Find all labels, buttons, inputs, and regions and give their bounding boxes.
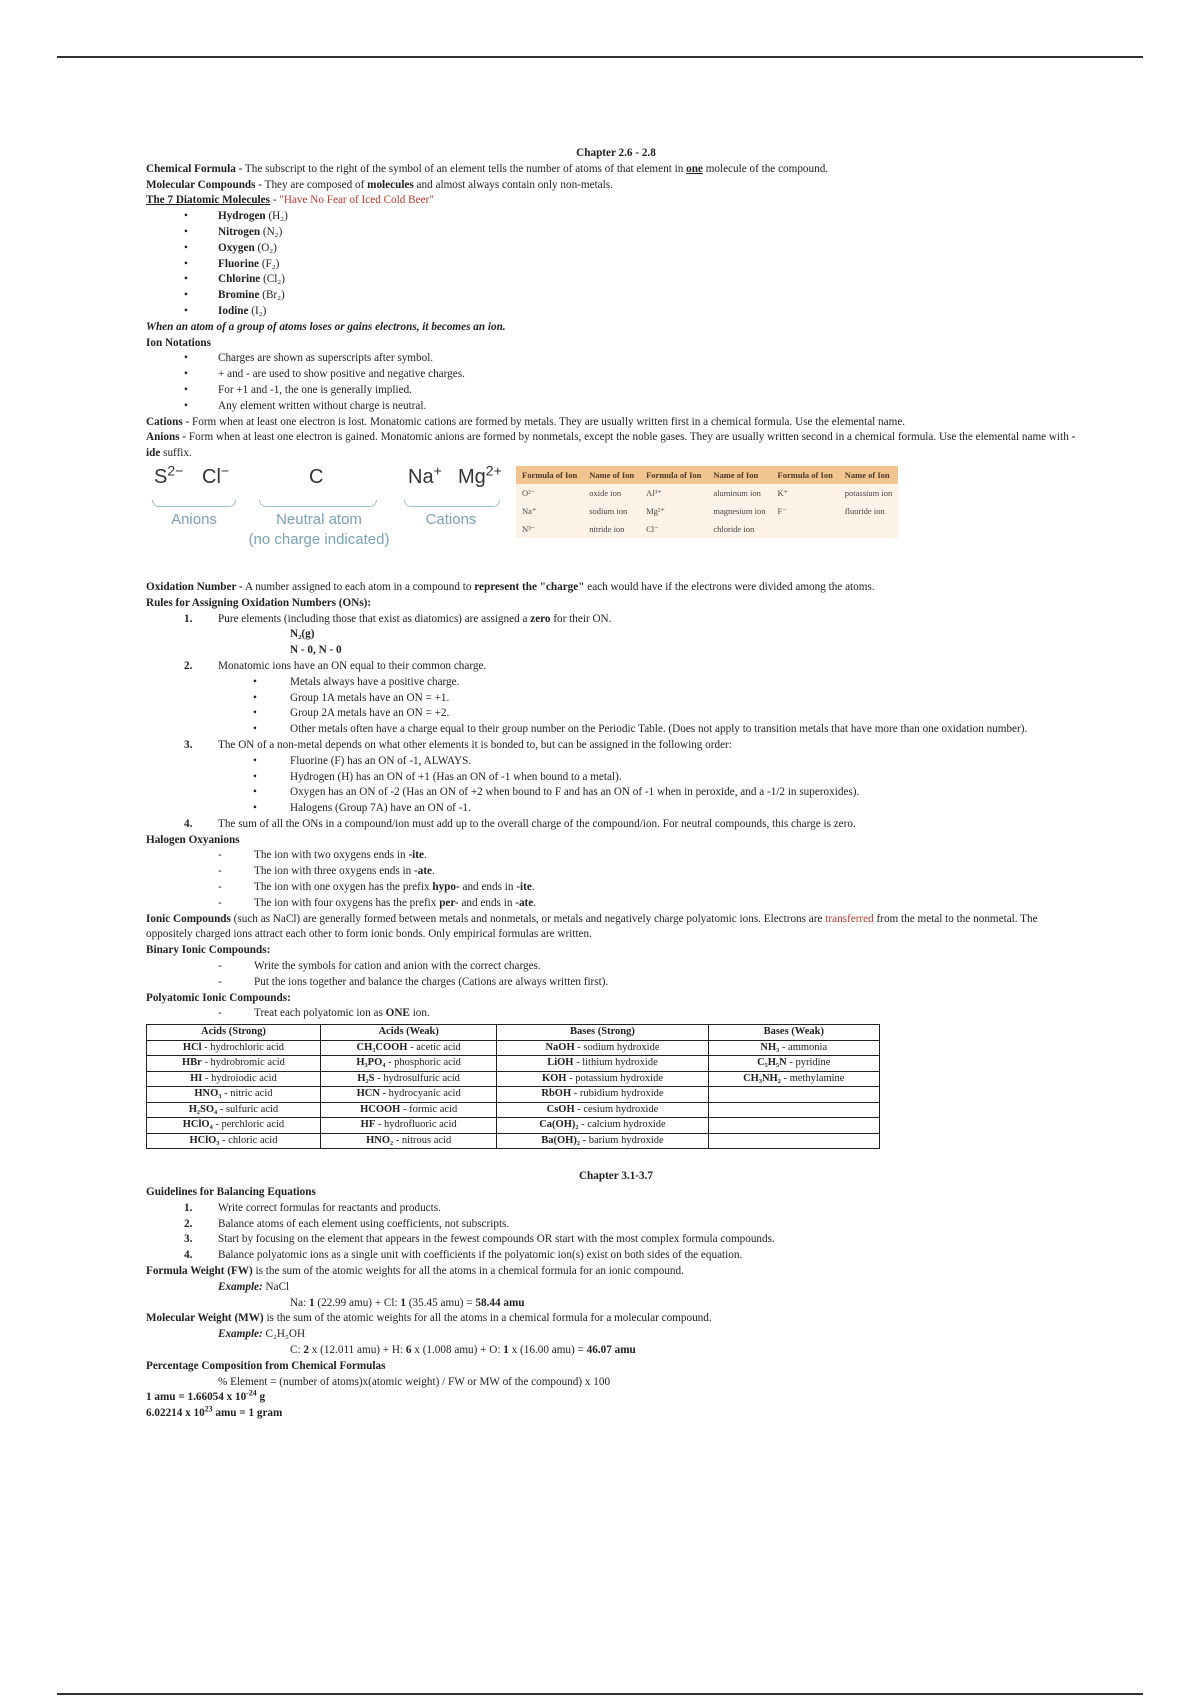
oxidation-rule-1: 1. Pure elements (including those that exist as diatomics) are assigned a zero for their ON. <box>184 612 612 625</box>
table-header-row: Formula of Ion Name of Ion Formula of Ion Name of Ion Formula of Ion Name of Ion <box>516 466 898 484</box>
list-item: - Put the ions together and balance the charges (Cations are always written first). <box>146 975 1086 991</box>
cations-brace <box>404 500 500 507</box>
rule3-list <box>146 754 1086 817</box>
ion-statement: When an atom of a group of atoms loses or gains electrons, it becomes an ion. <box>146 320 506 333</box>
list-item: • Any element written without charge is neutral. <box>146 399 1086 415</box>
percent-composition-formula: % Element = (number of atoms)x(atomic weight) / FW or MW of the compound) x 100 <box>218 1375 611 1388</box>
molecular-weight-definition: Molecular Weight (MW) is the sum of the atomic weights for all the atoms in a chemical formula for a molecular compound. <box>146 1312 712 1325</box>
list-item: • Fluorine (F) has an ON of -1, ALWAYS. <box>146 754 1086 770</box>
list-item: • Hydrogen (H) has an ON of +1 (Has an ON of -1 when bound to a metal). <box>146 770 1086 786</box>
balancing-step-4: 4. Balance polyatomic ions as a single unit with coefficients if the polyatomic ion(s) exist on both sides of the equation. <box>184 1249 743 1262</box>
list-item: • Group 1A metals have an ON = +1. <box>146 691 1086 707</box>
table-row: HNO₃ - nitric acid HCN - hydrocyanic acid RbOH - rubidium hydroxide <box>147 1087 880 1103</box>
bottom-rule <box>57 1693 1143 1695</box>
balancing-step-1: 1. Write correct formulas for reactants and products. <box>184 1201 441 1214</box>
anions-brace <box>152 500 236 507</box>
table-row: HClO₃ - chloric acid HNO₂ - nitrous acid Ba(OH)₂ - barium hydroxide <box>147 1133 880 1149</box>
oxidation-rule-3: 3. The ON of a non-metal depends on what other elements it is bonded to, but can be assigned in the following order: <box>184 738 732 751</box>
sulfide-symbol: $S^{2-}$ <box>154 462 184 488</box>
ion-notations-list <box>146 351 1086 414</box>
mw-calculation: C: 2 x (12.011 amu) + H: 6 x (1.008 amu) + O: 1 x (16.00 amu) = 46.07 amu <box>290 1344 636 1357</box>
list-item: • Halogens (Group 7A) have an ON of -1. <box>146 801 1086 817</box>
magnesium-symbol: $Mg^{2+}$ <box>458 462 502 488</box>
anions-definition: Anions - Form when at least one electron is gained. Monatomic anions are formed by nonmetals, except the noble gases. They are usually written second in a chemical formula. Use the elemental name with -ide suffix. <box>146 431 1076 460</box>
table-row: N³⁻ nitride ion Cl⁻ chloride ion <box>522 523 755 534</box>
chemical-formula-definition: Chemical Formula - The subscript to the right of the symbol of an element tells the number of atoms of that element in one molecule of the compound. <box>146 162 829 175</box>
ion-diagram <box>146 462 506 566</box>
chapter-title: Chapter 2.6 - 2.8 <box>576 147 656 159</box>
table-row: H₂SO₄ - sulfuric acid HCOOH - formic acid CsOH - cesium hydroxide <box>147 1102 880 1118</box>
molecular-compounds-definition: Molecular Compounds - They are composed of molecules and almost always contain only non-metals. <box>146 178 613 191</box>
cations-label: Cations <box>425 510 477 528</box>
acids-bases-table <box>146 1024 880 1149</box>
oxidation-number-definition: Oxidation Number - A number assigned to each atom in a compound to represent the "charge" each would have if the electrons were divided among the atoms. <box>146 580 875 593</box>
list-item: • Charges are shown as superscripts after symbol. <box>146 351 1086 367</box>
chloride-symbol: Cl− <box>202 462 230 488</box>
rule1-example-formula: N₂(g) <box>290 628 315 641</box>
binary-ionic-list <box>146 959 1086 991</box>
amu-conversion-2: 6.02214 x $10^{23}$ amu = 1 gram <box>146 1404 283 1420</box>
table-row: HCl - hydrochloric acid CH₃COOH - acetic acid NaOH - sodium hydroxide NH₃ - ammonia <box>147 1040 880 1056</box>
sodium-symbol: Na+ <box>408 462 442 488</box>
rule2-list <box>146 675 1086 738</box>
list-item: - Write the symbols for cation and anion with the correct charges. <box>146 959 1086 975</box>
balancing-step-2: 2. Balance atoms of each element using coefficients, not subscripts. <box>184 1217 510 1230</box>
table-row: HClO₄ - perchloric acid HF - hydrofluoric acid Ca(OH)₂ - calcium hydroxide <box>147 1118 880 1134</box>
list-item: • Oxygen has an ON of -2 (Has an ON of +2 when bound to F and has an ON of -1 when in peroxide, and a -1/2 in superoxides). <box>146 785 1086 801</box>
polyatomic-heading: Polyatomic Ionic Compounds: <box>146 991 291 1004</box>
list-item: • Bromine (Br₂) <box>146 288 1086 304</box>
neutral-brace <box>259 500 377 507</box>
ion-notations-heading: Ion Notations <box>146 336 211 349</box>
neutral-atom-sublabel: (no charge indicated) <box>248 530 390 548</box>
list-item: • Other metals often have a charge equal to their group number on the Periodic Table. (Does not apply to transition metals that have more than one oxidation number). <box>146 722 1086 738</box>
anions-label: Anions <box>171 510 217 528</box>
halogen-list <box>146 848 1086 911</box>
diatomic-heading: The 7 Diatomic Molecules - "Have No Fear of Iced Cold Beer" <box>146 194 434 207</box>
table-row: O²⁻ oxide ion Al³⁺ aluminum ion K⁺ potassium ion <box>522 487 893 498</box>
table-row: HI - hydroiodic acid H₂S - hydrosulfuric acid KOH - potassium hydroxide CH₃NH₂ - methylamine <box>147 1071 880 1087</box>
list-item: - The ion with four oxygens has the prefix per- and ends in -ate. <box>146 896 1086 912</box>
balancing-heading: Guidelines for Balancing Equations <box>146 1186 316 1199</box>
ionic-compounds-definition: Ionic Compounds (such as NaCl) are generally formed between metals and nonmetals, or metals and negatively charge polyatomic ions. Electrons are transferred from the metal to the nonmetal. The oppositely charged ions attract each other to form ionic bonds. Only empirical formulas are written. <box>146 912 1038 941</box>
list-item: • Nitrogen (N₂) <box>146 225 1086 241</box>
list-item: • + and - are used to show positive and negative charges. <box>146 367 1086 383</box>
amu-conversion-1: 1 amu = 1.66054 x $10^{-24}$ g <box>146 1388 266 1404</box>
percent-composition-heading: Percentage Composition from Chemical Formulas <box>146 1359 386 1372</box>
list-item: - The ion with one oxygen has the prefix hypo- and ends in -ite. <box>146 880 1086 896</box>
oxidation-rule-4: 4. The sum of all the ONs in a compound/ion must add up to the overall charge of the compound/ion. For neutral compounds, this charge is zero. <box>184 817 856 830</box>
carbon-symbol: C <box>309 465 324 488</box>
list-item: • Metals always have a positive charge. <box>146 675 1086 691</box>
list-item: - Treat each polyatomic ion as ONE ion. <box>146 1006 1086 1022</box>
list-item: • Chlorine (Cl₂) <box>146 272 1086 288</box>
document-page <box>146 146 1086 1422</box>
polyatomic-list <box>146 1006 1086 1022</box>
oxidation-rules-heading: Rules for Assigning Oxidation Numbers (ONs): <box>146 596 372 609</box>
ion-figure-row <box>146 462 1086 578</box>
balancing-step-3: 3. Start by focusing on the element that appears in the fewest compounds OR start with the most complex formula compounds. <box>184 1233 775 1246</box>
list-item: • Iodine (I₂) <box>146 304 1086 320</box>
cations-definition: Cations - Form when at least one electron is lost. Monatomic cations are formed by metals. They are usually written first in a chemical formula. Use the elemental name. <box>146 415 906 428</box>
list-item: - The ion with two oxygens ends in -ite. <box>146 848 1086 864</box>
list-item: • Fluorine (F₂) <box>146 257 1086 273</box>
halogen-heading: Halogen Oxyanions <box>146 833 240 846</box>
neutral-atom-label: Neutral atom <box>276 510 362 528</box>
formula-weight-definition: Formula Weight (FW) is the sum of the atomic weights for all the atoms in a chemical formula for an ionic compound. <box>146 1265 684 1278</box>
fw-calculation: Na: 1 (22.99 amu) + Cl: 1 (35.45 amu) = 58.44 amu <box>290 1296 525 1309</box>
table-row: HBr - hydrobromic acid H₃PO₄ - phosphoric acid LiOH - lithium hydroxide C₅H₅N - pyridine <box>147 1056 880 1072</box>
diatomic-list <box>146 209 1086 320</box>
top-rule <box>57 56 1143 58</box>
table-row: Na⁺ sodium ion Mg²⁺ magnesium ion F⁻ fluoride ion <box>522 505 885 516</box>
rule1-example-values: N - 0, N - 0 <box>290 644 342 657</box>
oxidation-rule-2: 2. Monatomic ions have an ON equal to their common charge. <box>184 659 487 672</box>
list-item: • Group 2A metals have an ON = +2. <box>146 706 1086 722</box>
list-item: • Hydrogen (H₂) <box>146 209 1086 225</box>
ion-name-table <box>516 466 898 538</box>
binary-ionic-heading: Binary Ionic Compounds: <box>146 944 271 957</box>
fw-example: Example: NaCl <box>218 1280 290 1293</box>
table-header-row: Acids (Strong) Acids (Weak) Bases (Strong) Bases (Weak) <box>147 1025 880 1041</box>
chapter-title-2: Chapter 3.1-3.7 <box>578 1170 654 1183</box>
mw-example: Example: C₂H₅OH <box>218 1328 306 1341</box>
list-item: - The ion with three oxygens ends in -ate. <box>146 864 1086 880</box>
list-item: • For +1 and -1, the one is generally implied. <box>146 383 1086 399</box>
list-item: • Oxygen (O₂) <box>146 241 1086 257</box>
